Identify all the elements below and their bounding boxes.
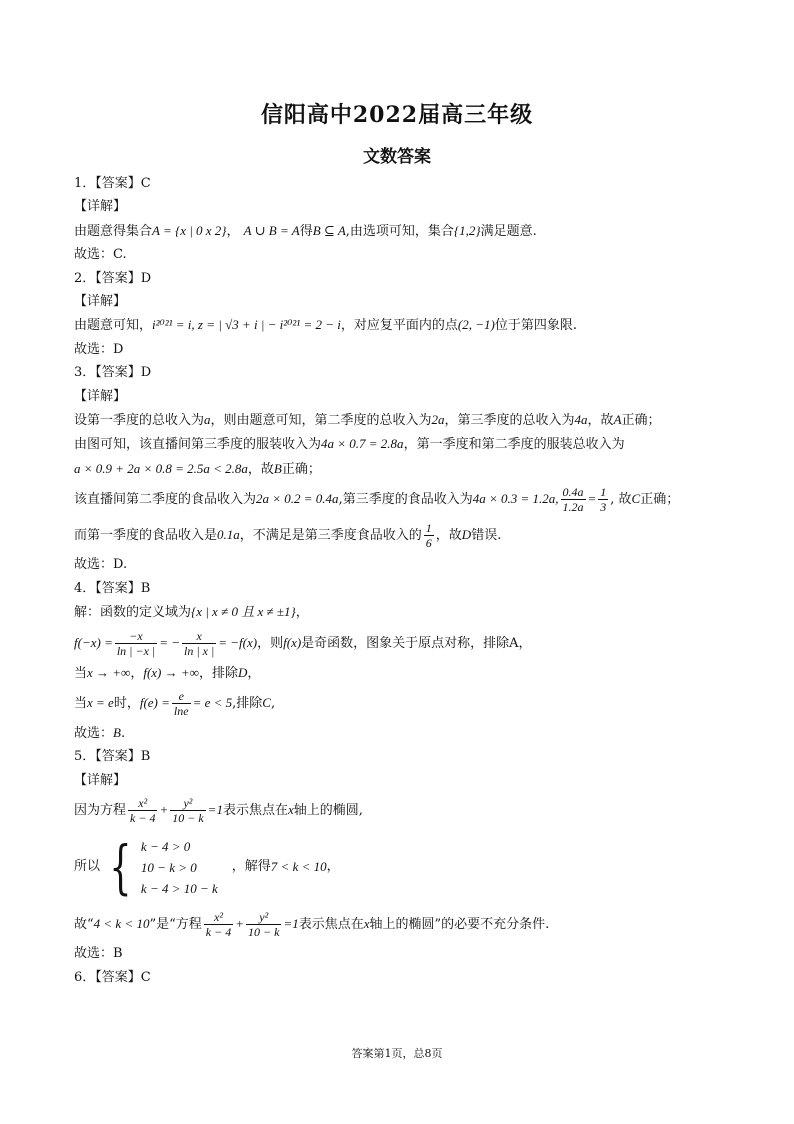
q1-math: {1,2} <box>453 222 481 238</box>
q3-text: 正确； <box>621 413 661 429</box>
q3-math: a × 0.9 + 2a × 0.8 = 2.5a < 2.8a <box>74 460 248 476</box>
q3-text: ，不满足是第三季度食品收入的 <box>239 528 422 544</box>
q5-fraction <box>204 910 233 939</box>
q3-text: 而第一季度的食品收入是 <box>74 528 218 544</box>
q3-text: 错误. <box>471 528 502 544</box>
q5-fraction <box>246 910 281 939</box>
q2-conclusion: 故选：D <box>74 341 124 357</box>
q5-math: =1 <box>207 802 223 818</box>
q4-answer: 4．【答案】B <box>74 580 151 596</box>
q4-text: 是奇函数，图象关于原点对称，排除A， <box>301 635 532 651</box>
page-subtitle: 文数答案 <box>363 147 431 167</box>
q5-fraction <box>128 796 157 825</box>
q3-conclusion: 故选：D. <box>74 557 128 573</box>
q2-explanation <box>74 313 734 337</box>
q1-text: 得 <box>299 223 313 239</box>
q3-math: 4a <box>574 412 588 428</box>
q5-math: =1 <box>283 916 299 932</box>
q5-math: + <box>235 916 244 932</box>
q5-math: 4 < k < 10 <box>93 916 150 932</box>
q3-math: 4a × 0.7 = 2.8a <box>321 436 404 452</box>
q4-text: ， <box>247 665 261 681</box>
q3-text: 由图可知，该直播间第三季度的服装收入为 <box>74 437 322 453</box>
q4-math: B <box>113 724 121 740</box>
fraction-numerator: −x <box>115 629 157 644</box>
inequality-system <box>141 836 218 899</box>
q3-text: ，第三季度的总收入为 <box>444 413 575 429</box>
q4-math: = −f(x) <box>218 634 258 650</box>
fraction-numerator: 1 <box>600 485 607 500</box>
q1-detail-heading: 【详解】 <box>74 199 127 215</box>
q3-math: a <box>204 412 211 428</box>
q1-math: A ∪ B = A <box>243 222 300 238</box>
q2-math: (2, −1) <box>457 317 495 333</box>
q2-answer: 2．【答案】D <box>74 270 152 286</box>
q5-fraction <box>170 796 205 825</box>
q3-fraction <box>561 485 586 514</box>
q3-math: = <box>587 491 597 507</box>
q4-math: = e < 5 <box>192 694 233 710</box>
q6-answer: 6．【答案】C <box>74 969 151 985</box>
q3-fraction <box>424 521 434 550</box>
q1-explanation <box>74 219 734 243</box>
q3-text: 该直播间第二季度的食品收入为 <box>74 492 257 508</box>
q2-detail-heading: 【详解】 <box>74 294 127 310</box>
fraction-numerator: y² <box>246 910 281 925</box>
q3-text: ，故 <box>587 413 614 429</box>
fraction-denominator: 10 − k <box>248 925 280 940</box>
q5-text: 表示焦点在 <box>222 803 288 819</box>
q4-line-4 <box>74 685 734 721</box>
q5-line-3 <box>74 906 734 942</box>
q3-text: ，则由题意可知，第二季度的总收入为 <box>210 413 432 429</box>
q4-text: ，则 <box>257 635 284 651</box>
q3-math: 0.1a <box>217 527 240 543</box>
q4-math: f(x) <box>283 634 302 650</box>
fraction-numerator: e <box>172 689 191 704</box>
q4-math: f(e) = <box>139 694 170 710</box>
page-title: 信阳高中2022届高三年级 <box>260 102 534 128</box>
q5-line-1 <box>74 792 734 828</box>
q5-text: ， <box>326 859 340 875</box>
q2-text: ，对应复平面内的点 <box>340 318 458 334</box>
q3-math: C <box>631 491 641 507</box>
fraction-denominator: 1.2a <box>562 500 584 515</box>
q1-math: B ⊆ A <box>312 222 346 238</box>
q5-detail-heading: 【详解】 <box>74 772 127 788</box>
left-brace-icon: { <box>109 833 132 902</box>
q4-line-3 <box>74 661 734 685</box>
answer-content <box>74 172 734 989</box>
q3-fraction <box>598 485 608 514</box>
q2-text: 由题意可知， <box>74 318 153 334</box>
q1-text: ， <box>226 223 240 239</box>
q4-math: x = e <box>87 694 114 710</box>
q3-line-4 <box>74 481 734 517</box>
q2-text: 位于第四象限. <box>494 318 577 334</box>
q3-line-1 <box>74 408 734 432</box>
q5-answer: 5．【答案】B <box>74 749 151 765</box>
q5-math: x <box>363 916 370 932</box>
q4-math: f(x) → +∞ <box>143 664 199 680</box>
q3-math: B <box>273 460 282 476</box>
q3-math: 2a × 0.2 = 0.4a <box>256 491 339 507</box>
q3-text: ，故 <box>247 461 274 477</box>
q4-math: {x | x ≠ 0 且 x ≠ ±1} <box>191 604 296 620</box>
q5-text: 所以 <box>74 859 101 875</box>
fraction-denominator: 3 <box>600 500 607 515</box>
q4-math: x → +∞ <box>87 664 131 680</box>
q4-text: 时， <box>113 695 140 711</box>
q1-conclusion: 故选：C. <box>74 247 127 263</box>
q5-text: ，解得 <box>231 859 271 875</box>
q2-math: i²⁰²¹ = i, z = | √3 + i | − i²⁰²¹ = 2 − i <box>152 317 341 333</box>
system-line: k − 4 > 0 <box>140 838 191 854</box>
q4-text: ， <box>130 665 144 681</box>
q3-line-3 <box>74 457 734 481</box>
q4-fraction <box>172 689 191 718</box>
q4-line-2 <box>74 625 734 661</box>
q4-math: C <box>262 694 271 710</box>
q3-text: , 故 <box>610 492 632 508</box>
fraction-denominator: 10 − k <box>172 811 204 826</box>
q1-math: A = {x | 0 x 2} <box>152 222 227 238</box>
q3-math: 2a <box>431 412 445 428</box>
q4-math: f(−x) = <box>74 634 113 650</box>
q4-text: 当 <box>74 665 88 681</box>
q4-math: = − <box>159 634 180 650</box>
q3-math: A <box>613 412 622 428</box>
q4-text: ， <box>295 605 309 621</box>
q5-text: 轴上的椭圆, <box>293 803 363 819</box>
q3-text: ,第三季度的食品收入为 <box>338 492 473 508</box>
fraction-numerator: 0.4a <box>562 485 584 500</box>
q4-text: 故选： <box>74 725 114 741</box>
fraction-denominator: 6 <box>425 536 432 551</box>
q4-text: ，排除 <box>198 665 238 681</box>
fraction-denominator: k − 4 <box>205 925 232 940</box>
fraction-numerator: y² <box>170 796 205 811</box>
fraction-numerator: x² <box>204 910 233 925</box>
fraction-denominator: ln | −x | <box>116 643 156 658</box>
system-line: k − 4 > 10 − k <box>140 880 218 896</box>
q5-math: x <box>287 802 294 818</box>
q3-text: 设第一季度的总收入为 <box>74 413 205 429</box>
q1-text: 由题意得集合 <box>74 223 153 239</box>
q4-text: 当 <box>74 695 88 711</box>
q4-text: ,排除 <box>232 695 263 711</box>
q3-text: 正确； <box>640 492 680 508</box>
q3-math: D <box>461 527 472 543</box>
q4-line-1 <box>74 600 734 624</box>
q3-line-5 <box>74 517 734 553</box>
q5-conclusion: 故选：B <box>74 946 123 962</box>
q5-text: 表示焦点在 <box>298 917 364 933</box>
fraction-numerator: x <box>182 629 216 644</box>
q3-text: ，第一季度和第二季度的服装总收入为 <box>403 437 625 453</box>
fraction-numerator: x² <box>128 796 157 811</box>
q5-text: ”是“方程 <box>149 917 202 933</box>
q5-system <box>74 832 734 902</box>
q1-answer: 1．【答案】C <box>74 176 151 191</box>
q3-math: 4a × 0.3 = 1.2a, <box>472 491 559 507</box>
q1-text: 满足题意. <box>480 223 537 239</box>
q3-text: 正确； <box>281 461 321 477</box>
q4-fraction <box>115 629 157 658</box>
q4-fraction <box>182 629 216 658</box>
q1-text: ,由选项可知，集合 <box>345 223 454 239</box>
q3-detail-heading: 【详解】 <box>74 388 127 404</box>
q4-text: , <box>270 695 276 711</box>
q5-math: 7 < k < 10 <box>270 859 327 875</box>
q5-math: + <box>159 802 169 818</box>
fraction-denominator: lne <box>173 703 189 718</box>
q3-answer: 3．【答案】D <box>74 365 152 381</box>
q5-text: 轴上的椭圆”的必要不充分条件. <box>369 917 550 933</box>
q4-text: . <box>120 725 126 741</box>
q3-line-2 <box>74 432 734 456</box>
q5-text: 故“ <box>74 917 94 933</box>
fraction-denominator: k − 4 <box>130 811 156 826</box>
page-footer: 答案第1页，总8页 <box>351 1047 443 1060</box>
q4-conclusion <box>74 721 734 745</box>
q3-text: ，故 <box>435 528 462 544</box>
fraction-denominator: ln | x | <box>184 643 215 658</box>
q5-text: 因为方程 <box>74 803 127 819</box>
q4-math: D <box>237 664 248 680</box>
system-line: 10 − k > 0 <box>140 859 197 875</box>
q4-text: 解：函数的定义域为 <box>74 605 192 621</box>
fraction-numerator: 1 <box>425 521 432 536</box>
